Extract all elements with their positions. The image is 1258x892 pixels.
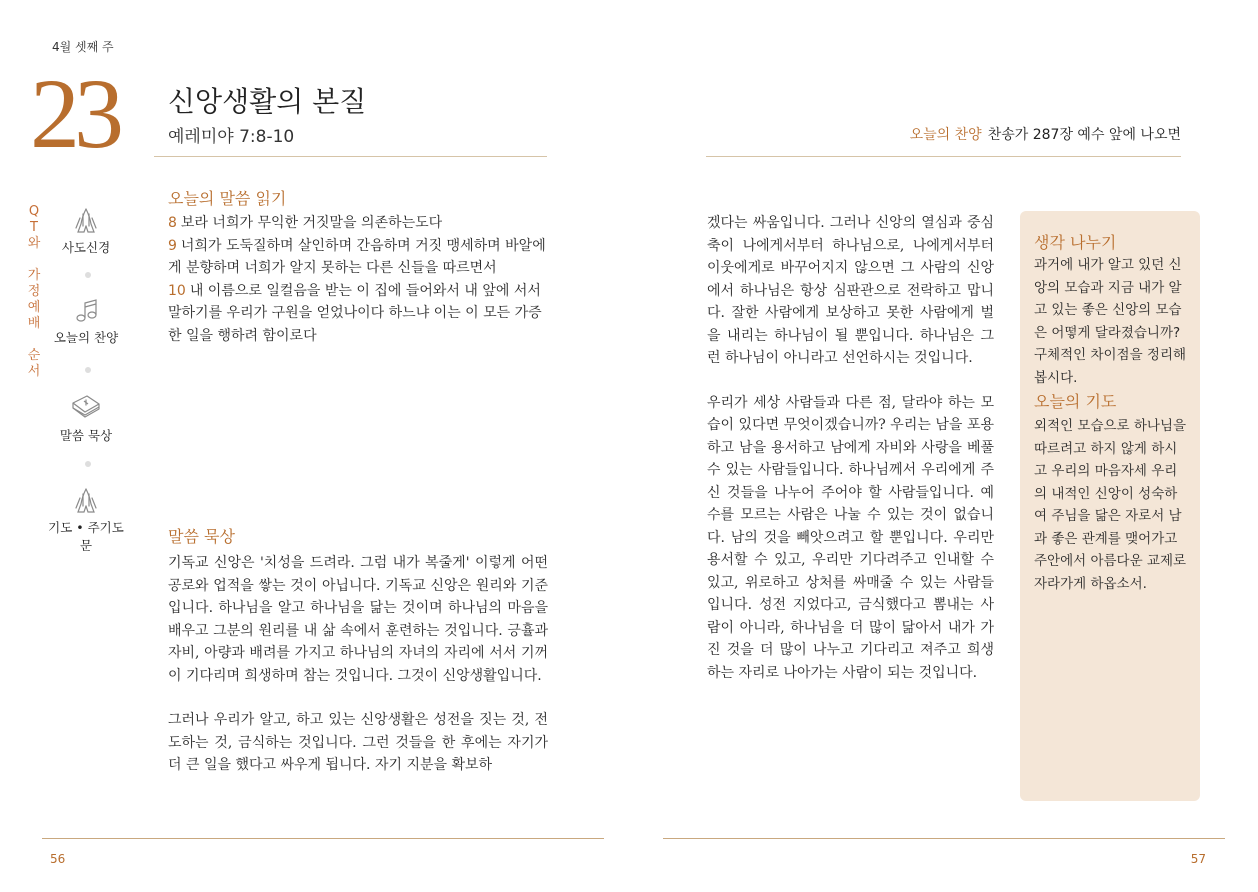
verse xyxy=(168,235,548,280)
sequence-item-prayer xyxy=(46,486,126,554)
verse-number: 9 xyxy=(168,237,177,254)
verses xyxy=(168,212,548,347)
verse-number: 10 xyxy=(168,282,186,299)
sequence-label: 사도신경 xyxy=(61,240,111,255)
side-label-char: 배 xyxy=(27,316,41,331)
verse xyxy=(168,280,548,348)
praying-hands-icon xyxy=(71,206,101,234)
music-note-icon xyxy=(71,298,101,324)
meditation-paragraph: 겠다는 싸움입니다. 그러나 신앙의 열심과 중심축이 나에게서부터 하나님으로, 나에게서부터 이웃에게로 바꾸어지지 않으면 그 사람의 신앙에서 하나님은 항상 심판관으로 전락하고 맙니다. 잘한 사람에게 보상하고 못한 사람에게 벌을 내리는 하나님이 될 뿐입니다. 하나님은 그런 하나님이 아니라고 선언하시는 것입니다. xyxy=(707,215,994,366)
side-vertical-label xyxy=(26,204,42,380)
verse-text: 너희가 도둑질하며 살인하며 간음하며 거짓 맹세하며 바알에게 분향하며 너희가 알지 못하는 다른 신들을 따르면서 xyxy=(168,237,546,276)
bible-icon xyxy=(70,392,102,422)
side-label-gap xyxy=(26,332,42,348)
sequence-dot xyxy=(85,272,91,278)
prayer-heading: 오늘의 기도 xyxy=(1034,392,1117,411)
sequence-label: 오늘의 찬양 xyxy=(53,330,119,345)
page-number-left: 56 xyxy=(50,852,66,866)
sequence-item-meditation xyxy=(46,392,126,444)
page-number-right: 57 xyxy=(1190,852,1206,866)
meditation-paragraph: 그러나 우리가 알고, 하고 있는 신앙생활은 성전을 짓는 것, 전도하는 것, 금식하는 것입니다. 그런 것들을 한 후에는 자기가 더 큰 일을 했다고 싸우게 됩니다. 자기 지분을 확보하 xyxy=(168,712,548,773)
sequence-item-creed xyxy=(46,206,126,256)
footer-divider-right xyxy=(663,838,1225,839)
think-text: 과거에 내가 알고 있던 신앙의 모습과 지금 내가 알고 있는 좋은 신앙의 모습은 어떻게 달라졌습니까? 구체적인 차이점을 정리해 봅시다. xyxy=(1034,257,1187,386)
meditation-paragraph: 우리가 세상 사람들과 다른 점, 달라야 하는 모습이 있다면 무엇이겠습니까? 우리는 남을 포용하고 남을 용서하고 남에게 자비와 사랑을 베풀 수 있는 사람들입니다. 하나님께서 우리에게 주신 것들을 나누어 주어야 할 사람들입니다. 예수를 모르는 사람은 나눌 수 있는 것이 없습니다. 남의 것을 빼앗으려고 할 뿐입니다. 우리만 용서할 수 있고, 우리만 기다려주고 인내할 수 있고, 위로하고 상처를 싸매줄 수 있는 사람들입니다. 성전 지었다고, 금식했다고 뽐내는 사람이 아니라, 하나님을 더 많이 닮아서 내가 가진 것을 더 많이 나누고 기다리고 져주고 희생하는 자리로 나아가는 사람이 되는 것입니다. xyxy=(707,394,994,681)
footer-divider-left xyxy=(42,838,604,839)
header-divider-left xyxy=(154,156,547,157)
page-title: 신앙생활의 본질 xyxy=(168,85,367,118)
side-label-char: T xyxy=(30,220,38,235)
sequence-dot xyxy=(85,461,91,467)
side-label-char: 예 xyxy=(27,300,41,315)
meditation-continued xyxy=(707,212,994,706)
meditation-heading: 말씀 묵상 xyxy=(168,527,235,546)
meditation-paragraph: 기독교 신앙은 '치성을 드려라. 그럼 내가 복줄게' 이렇게 어떤 공로와 업적을 쌓는 것이 아닙니다. 기독교 신앙은 원리와 기준입니다. 하나님을 알고 하나님을 닮는 것이며 하나님의 마음을 배우고 그분의 원리를 내 삶 속에서 훈련하는 것입니다. 긍휼과 자비, 아량과 배려를 가지고 하나님의 자녀의 자리에 서서 기꺼이 기다리며 희생하며 참는 것입니다. 그것이 신앙생활입니다. xyxy=(168,555,548,684)
praying-hands-icon xyxy=(71,486,101,514)
prayer-text: 외적인 모습으로 하나님을 따르려고 하지 않게 하시고 우리의 마음자세 우리의 내적인 신앙이 성숙하여 주님을 닮은 자로서 남과 좋은 관계를 맺어가고 주안에서 아름다운 교제로 자라가게 하옵소서. xyxy=(1034,418,1187,592)
think-heading: 생각 나누기 xyxy=(1034,233,1117,252)
side-label-char: 서 xyxy=(27,364,41,379)
week-label: 4월 셋째 주 xyxy=(52,40,114,54)
side-label-char: Q xyxy=(28,204,40,219)
side-label-char: 가 xyxy=(27,268,41,283)
verse-text: 보라 너희가 무익한 거짓말을 의존하는도다 xyxy=(180,215,443,231)
header-divider-right xyxy=(706,156,1181,157)
side-label-char: 와 xyxy=(27,236,41,251)
sequence-item-hymn xyxy=(46,298,126,346)
day-number: 23 xyxy=(30,58,118,169)
sequence-label: 말씀 묵상 xyxy=(59,428,113,443)
reading-heading: 오늘의 말씀 읽기 xyxy=(168,189,287,208)
verse-text: 내 이름으로 일컬음을 받는 이 집에 들어와서 내 앞에 서서 말하기를 우리가 구원을 얻었나이다 하느냐 이는 이 모든 가증한 일을 행하려 함이로다 xyxy=(168,282,542,344)
side-label-char: 정 xyxy=(27,284,41,299)
hymn-label: 오늘의 찬양 xyxy=(909,127,982,143)
side-label-char: 순 xyxy=(27,348,41,363)
scripture-reference: 예레미야 7:8-10 xyxy=(168,127,295,147)
hymn-text: 찬송가 287장 예수 앞에 나오면 xyxy=(987,127,1181,143)
sequence-label: 기도 • 주기도문 xyxy=(48,520,124,553)
verse-number: 8 xyxy=(168,215,177,231)
verse xyxy=(168,212,548,235)
hymn-info xyxy=(910,124,1181,144)
meditation-body xyxy=(168,552,548,799)
sequence-dot xyxy=(85,367,91,373)
side-label-gap xyxy=(26,252,42,268)
